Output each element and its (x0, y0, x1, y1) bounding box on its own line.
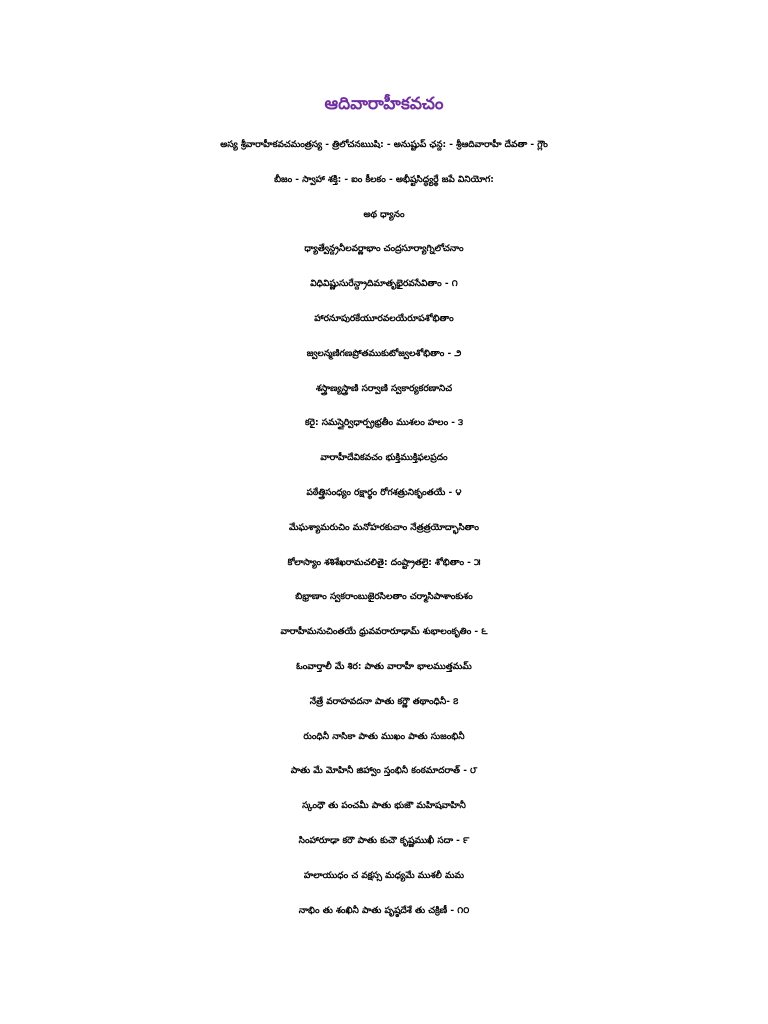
verse-line: పఠేత్త్రిసంధ్యం రక్షార్థం రోగశత్రునికృంతయే - ౪ (306, 487, 462, 498)
verse-line: మేఘశ్యామరుచిం మనోహరకుచాం నేత్రత్రయోద్భాసితాం (289, 522, 479, 533)
verse-line: నేత్రే వరాహవదనా పాతు కర్ణౌ తథాంధినీ- ౭ (309, 696, 459, 707)
verse-line: రుంధినీ నాసికా పాతు ముఖం పాతు సుజంభినీ (303, 731, 465, 742)
verse-line: ఓంవార్తాలీ మే శిర: పాతు వారాహీ భాలముత్తమమ్ (296, 661, 472, 672)
verse-line: బీజం - స్వాహా శక్తి: - ఐం కీలకం - అభీష్టసిద్ధ్యర్థే జపే వినియోగ: (274, 174, 494, 185)
verse-line: జ్వలన్మణిగణప్రోతముకుటోజ్వలశోభితాం - ౨ (306, 348, 462, 359)
verse-line: పాతు మే మోహినీ జిహ్వాం స్తంభినీ కంఠమాదరాత్ - ౮ (290, 766, 478, 777)
verse-line: అస్య శ్రీవారాహీకవచమంత్రస్య - త్రిలోచనఋషి: - అనుష్టుప్ ఛన్ద: - శ్రీఆదివారాహీ దేవతా - గ్లౌం (220, 140, 548, 150)
verse-line: నాభిం తు శంఖినీ పాతు పృష్ఠదేశే తు చక్రిణీ - ౧౦ (298, 905, 470, 916)
verse-line: స్కంధౌ తు పంచమీ పాతు భుజౌ మహిషవాహినీ (302, 801, 466, 812)
verse-line: విధివిష్ణుసురేన్ద్రాదిమాతృభైరవసేవితాం - ౧ (310, 279, 458, 290)
verse-line: వారాహీమనుచింతయే ధ్రువవరారూఢామ్ శుభాలంకృతిం - ౬ (280, 627, 488, 638)
verse-line: కరై: సమస్తైర్విధార్ప్రభ్రతీం ముశలం హలం - ౩ (304, 418, 464, 429)
verse-line: శస్త్రాణ్యస్త్రాణి సర్వాణి స్వకార్యకరణానిచ (315, 383, 453, 394)
verse-line: అథ ధ్యానం (363, 209, 405, 220)
verse-line: హలాయుధం చ వక్షస్స మధ్యమే ముశలీ మమ (303, 870, 465, 881)
verse-line: వారాహీదేవికవచం భుక్తిముక్తిఫలప్రదం (320, 453, 448, 464)
verse-line: సింహారూఢా కరౌ పాతు కుచౌ కృష్ణముఖీ సదా - ౯ (298, 835, 470, 846)
document-title: ఆదివారాహీకవచం (324, 94, 444, 114)
verse-line: హారనూపురకేయూరవలయేరూపశోభితాం (314, 313, 454, 324)
verse-line: బిభ్రాణాం స్వకరాంబుజైరసిలతాం చర్మాసిపాశాంకుశం (295, 592, 473, 603)
verse-line: ధ్యాత్వేన్ద్రనీలవర్ణాభాం చంద్రసూర్యాగ్నిలోచనాం (304, 244, 464, 255)
verse-lines (0, 128, 768, 928)
verse-line: కోలాస్యాం శశిశేఖరామచలితై: దంష్ట్రాతలై: శోభితాం - ౫ (287, 557, 481, 568)
